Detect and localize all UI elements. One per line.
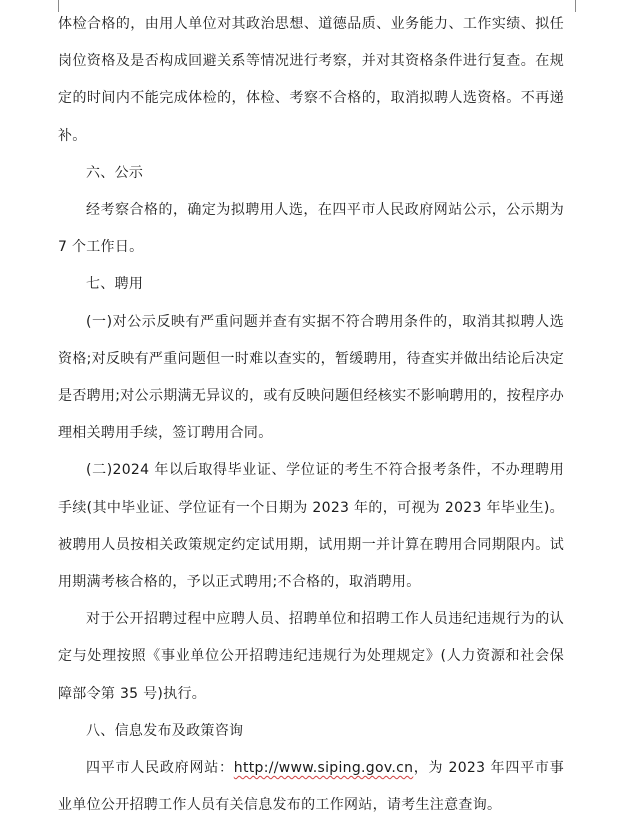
paragraph-physical-exam-continuation: 体检合格的，由用人单位对其政治思想、道德品质、业务能力、工作实绩、拟任岗位资格及是否构成回避关系等情况进行考察，并对其资格条件进行复查。在规定的时间内不能完成体检的，体检、考察不合格的，取消拟聘人选资格。不再递补。: [58, 16, 564, 144]
paragraph-employment-2: (二)2024 年以后取得毕业证、学位证的考生不符合报考条件，不办理聘用手续(其中毕业证、学位证有一个日期为 2023 年的，可视为 2023 年毕业生)。被聘用人员按相关政策规定约定试用期，试用期一并计算在聘用合同期限内。试用期满考核合格的，予以正式聘用;不合格的，取消聘用。: [58, 462, 564, 591]
website-label: 四平市人民政府网站：: [86, 760, 234, 777]
paragraph-employment-3: 对于公开招聘过程中应聘人员、招聘单位和招聘工作人员违纪违规行为的认定与处理按照《事业单位公开招聘违纪违规行为处理规定》(人力资源和社会保障部令第 35 号)执行。: [58, 611, 564, 702]
section-heading-information: 八、信息发布及政策咨询: [86, 722, 244, 739]
paragraph-information: [58, 750, 564, 824]
section-heading-employment: 七、聘用: [86, 276, 144, 293]
website-description: ，为 2023 年四平市事业单位公开招聘工作人员有关信息发布的工作网站，请考生注意查询。: [58, 760, 564, 814]
paragraph-publicity: 经考察合格的，确定为拟聘用人选，在四平市人民政府网站公示，公示期为7 个工作日。: [58, 202, 564, 256]
section-heading-publicity: 六、公示: [86, 164, 144, 181]
crop-mark-right: [575, 0, 576, 12]
document-body: [58, 6, 564, 824]
paragraph-employment-1: (一)对公示反映有严重问题并查有实据不符合聘用条件的，取消其拟聘人选资格;对反映有严重问题但一时难以查实的，暂缓聘用，待查实并做出结论后决定是否聘用;对公示期满无异议的，或有反映问题但经核实不影响聘用的，按程序办理相关聘用手续，签订聘用合同。: [58, 313, 564, 442]
website-url-link[interactable]: http://www.siping.gov.cn: [233, 760, 414, 777]
